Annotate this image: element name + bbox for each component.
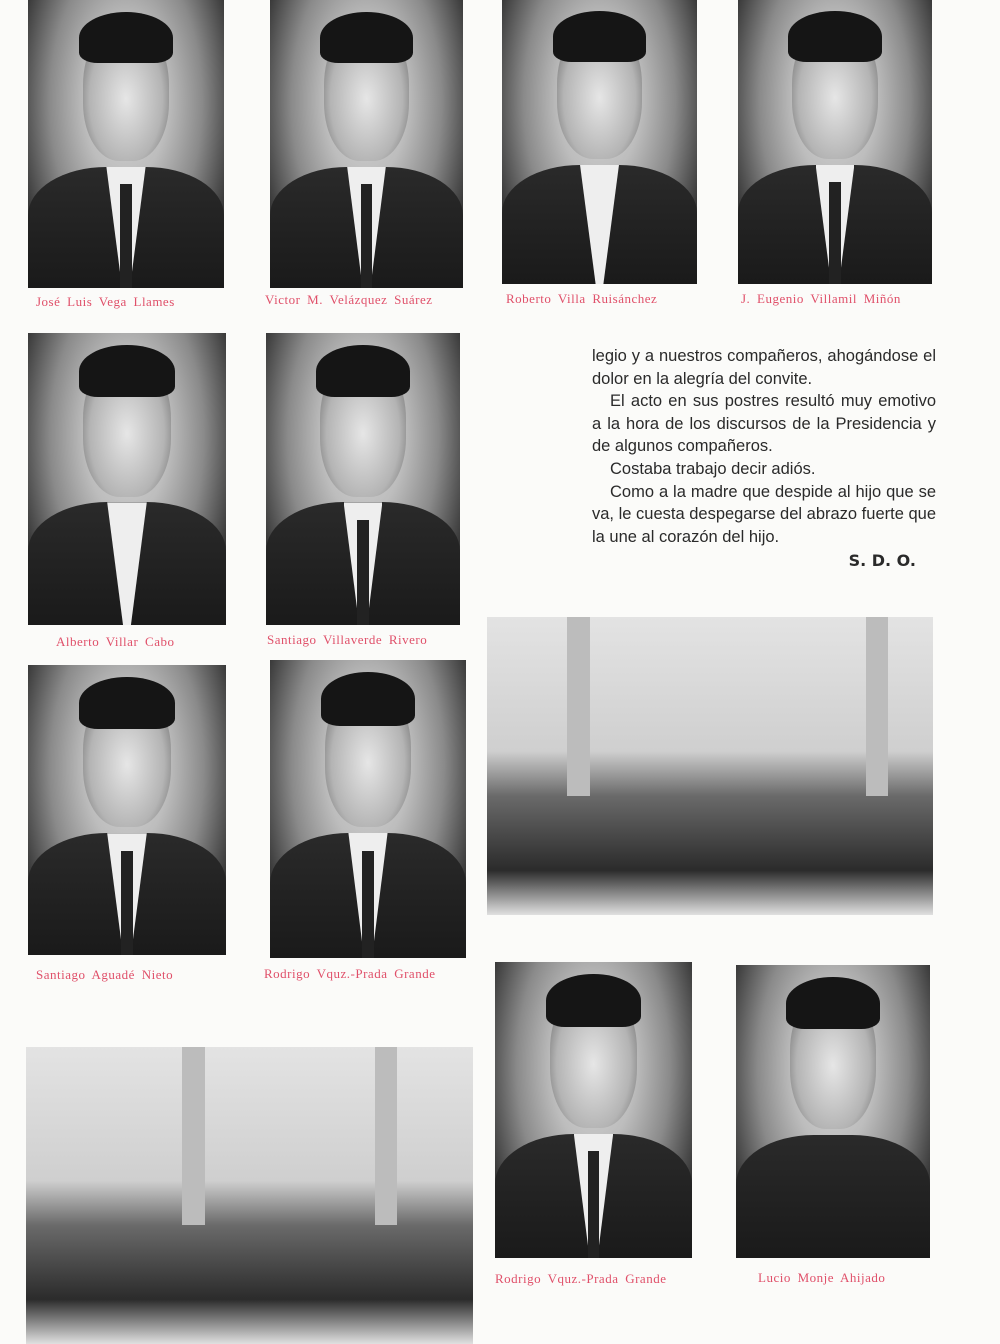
portrait-photo bbox=[28, 333, 226, 625]
portrait-photo bbox=[495, 962, 692, 1258]
portrait-caption: Alberto Villar Cabo bbox=[56, 634, 175, 649]
portrait-caption: José Luis Vega Llames bbox=[36, 294, 175, 309]
article-paragraph: El acto en sus postres resultó muy emotivo a la hora de los discursos de la Presidencia y de algunos compañeros. bbox=[592, 392, 936, 456]
banquet-photo bbox=[487, 617, 933, 915]
article-paragraph: Costaba trabajo decir adiós. bbox=[610, 459, 816, 478]
portrait-photo bbox=[28, 665, 226, 955]
portrait-caption: Victor M. Velázquez Suárez bbox=[265, 292, 433, 307]
portrait-caption: Santiago Aguadé Nieto bbox=[36, 967, 174, 982]
article-paragraph: legio y a nuestros compañeros, ahogándose el dolor en la alegría del convite. bbox=[592, 347, 936, 388]
article-signature: S. D. O. bbox=[848, 551, 916, 571]
portrait-caption: Lucio Monje Ahijado bbox=[758, 1270, 886, 1285]
portrait-photo bbox=[28, 0, 224, 288]
portrait-photo bbox=[270, 660, 466, 958]
portrait-caption: Rodrigo Vquz.-Prada Grande bbox=[264, 966, 436, 981]
portrait-photo bbox=[502, 0, 697, 284]
portrait-caption: Santiago Villaverde Rivero bbox=[267, 632, 428, 647]
portrait-caption: Roberto Villa Ruisánchez bbox=[506, 291, 658, 306]
portrait-photo bbox=[266, 333, 460, 625]
portrait-caption: J. Eugenio Villamil Miñón bbox=[741, 291, 901, 306]
article-text bbox=[592, 345, 936, 572]
article-paragraph: Como a la madre que despide al hijo que se va, le cuesta despegarse del abrazo fuerte que la une al corazón del hijo. bbox=[592, 482, 936, 546]
portrait-photo bbox=[736, 965, 930, 1258]
portrait-photo bbox=[738, 0, 932, 284]
banquet-photo bbox=[26, 1047, 473, 1344]
portrait-photo bbox=[270, 0, 463, 288]
portrait-caption: Rodrigo Vquz.-Prada Grande bbox=[495, 1271, 667, 1286]
